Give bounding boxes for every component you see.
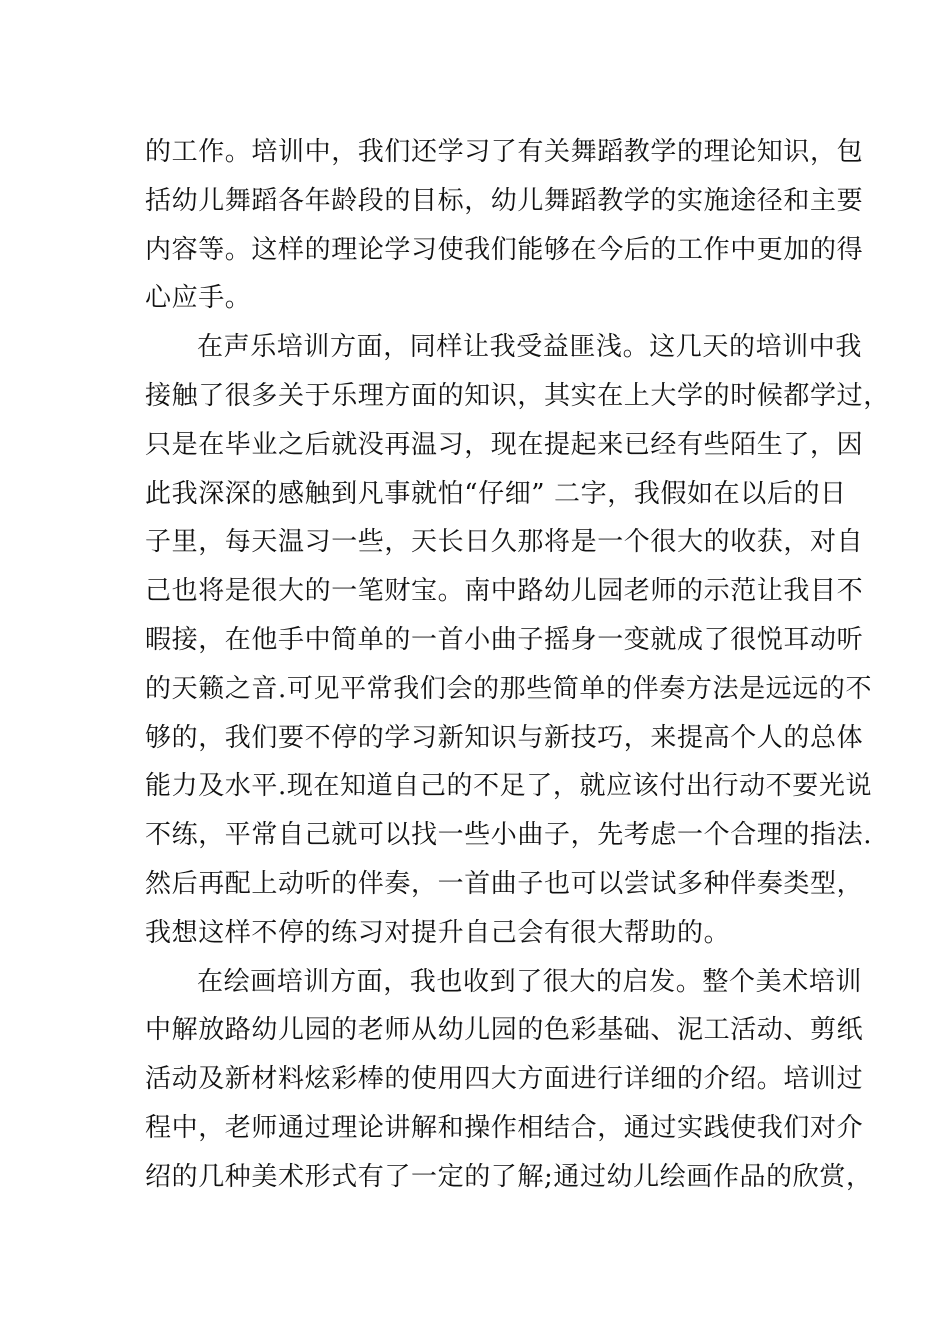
paragraph-1-line-1: 的工作。培训中，我们还学习了有关舞蹈教学的理论知识，包 (145, 137, 864, 167)
paragraph-3-line-3: 活动及新材料炫彩棒的使用四大方面进行详细的介绍。培训过 (145, 1064, 864, 1095)
paragraph-2-line-1: 在声乐培训方面，同样让我受益匪浅。这几天的培训中我 (197, 332, 863, 363)
paragraph-2-line-9: 够的，我们要不停的学习新知识与新技巧，来提高个人的总体 (145, 722, 864, 753)
paragraph-2-line-4: 此我深深的感触到凡事就怕“仔细” 二字，我假如在以后的日 (145, 478, 847, 509)
paragraph-1-line-3: 内容等。这样的理论学习使我们能够在今后的工作中更加的得 (145, 234, 864, 265)
paragraph-3-line-2: 中解放路幼儿园的老师从幼儿园的色彩基础、泥工活动、剪纸 (145, 1015, 864, 1046)
paragraph-3-line-1: 在绘画培训方面，我也收到了很大的启发。整个美术培训 (197, 966, 863, 997)
paragraph-2-line-7: 暇接，在他手中简单的一首小曲子摇身一变就成了很悦耳动听 (145, 624, 864, 655)
paragraph-1-line-2: 括幼儿舞蹈各年龄段的目标，幼儿舞蹈教学的实施途径和主要 (145, 185, 864, 216)
paragraph-2-line-5: 子里，每天温习一些，天长日久那将是一个很大的收获，对自 (145, 527, 864, 558)
paragraph-3-line-4: 程中，老师通过理论讲解和操作相结合，通过实践使我们对介 (145, 1112, 864, 1143)
paragraph-2-line-11: 不练，平常自己就可以找一些小曲子，先考虑一个合理的指法. (145, 820, 873, 851)
paragraph-2-line-12: 然后再配上动听的伴奏，一首曲子也可以尝试多种伴奏类型， (145, 868, 864, 899)
paragraph-3-line-5: 绍的几种美术形式有了一定的了解;通过幼儿绘画作品的欣赏， (145, 1161, 873, 1192)
paragraph-2-line-2: 接触了很多关于乐理方面的知识，其实在上大学的时候都学过， (145, 380, 890, 411)
paragraph-2-line-10: 能力及水平.现在知道自己的不足了，就应该付出行动不要光说 (145, 771, 873, 802)
paragraph-1-line-4: 心应手。 (145, 283, 252, 314)
paragraph-2-line-13: 我想这样不停的练习对提升自己会有很大帮助的。 (145, 917, 731, 948)
paragraph-2-line-3: 只是在毕业之后就没再温习，现在提起来已经有些陌生了，因 (145, 429, 864, 460)
document-body (145, 128, 890, 1202)
paragraph-2-line-6: 己也将是很大的一笔财宝。南中路幼儿园老师的示范让我目不 (145, 576, 864, 607)
paragraph-2-line-8: 的天籁之音.可见平常我们会的那些简单的伴奏方法是远远的不 (145, 673, 873, 704)
